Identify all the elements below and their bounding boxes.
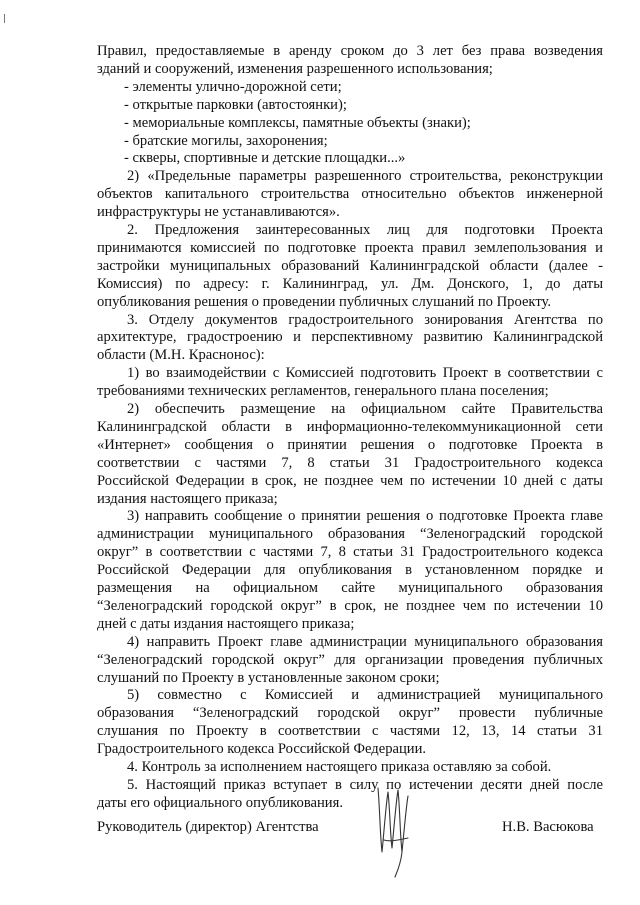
text-line: опубликования решения о проведении публичных слушаний по Проекту. [97,293,551,310]
text-line: Комиссия) по адресу: г. Калининград, ул. Дм. Донского, 1, до даты [97,275,603,292]
list-item: - элементы улично-дорожной сети; [124,78,342,95]
list-item: - открытые парковки (автостоянки); [124,96,347,113]
text-line: 1) во взаимодействии с Комиссией подготовить Проект в соответствии с [127,365,603,382]
text-line: образования “Зеленоградский городской округ” провести публичные [97,705,603,722]
text-line: округ” в соответствии с частями 7, 8 статьи 31 Градостроительного кодекса [97,544,603,561]
text-line: Российской Федерации в срок, не позднее чем по истечении 10 дней с даты [97,472,603,489]
text-line: Градостроительного кодекса Российской Федерации. [97,741,427,758]
scan-mark [4,14,5,23]
text-line: застройки муниципальных образований Калининградской области (далее - [97,257,603,274]
text-line: 2) «Предельные параметры разрешенного строительства, реконструкции [127,168,603,185]
signature-position: Руководитель (директор) Агентства [97,819,319,835]
text-line: дней с даты издания настоящего приказа; [97,615,355,632]
text-line: 5. Настоящий приказ вступает в силу по истечении десяти дней после [127,776,603,793]
text-line: соответствии с частями 7, 8 статьи 31 Градостроительного кодекса [97,454,603,471]
text-line: 2) обеспечить размещение на официальном сайте Правительства [127,401,603,417]
list-item: - братские могилы, захоронения; [124,132,328,149]
text-line: 2. Предложения заинтересованных лиц для подготовки Проекта [127,222,603,238]
text-line: Правил, предоставляемые в аренду сроком до 3 лет без права возведения [97,43,603,59]
text-line: 4) направить Проект главе администрации муниципального образования [127,633,603,650]
text-line: 3. Отделу документов градостроительного зонирования Агентства по [127,311,603,328]
text-line: “Зеленоградский городской округ” в срок, не позднее чем по истечении 10 [97,597,603,614]
text-line: объектов капитального строительства относительно объектов инженерной [97,186,603,203]
text-line: “Зеленоградский городской округ” для организации проведения публичных [97,651,603,668]
text-line: 4. Контроль за исполнением настоящего приказа оставляю за собой. [127,759,552,775]
text-line: архитектуре, градостроению и перспективному развитию Калининградской [97,329,603,346]
signatory-name: Н.В. Васюкова [502,819,594,835]
text-line: издания настоящего приказа; [97,490,278,507]
text-line: администрации муниципального образования “Зеленоградский городской [97,526,603,543]
text-line: размещения на официальном сайте муниципального образования [97,580,603,596]
list-item: - мемориальные комплексы, памятные объекты (знаки); [124,114,471,131]
text-line: Российской Федерации для опубликования в установленном порядке и [97,562,603,579]
text-line: инфраструктуры не устанавливаются». [97,204,340,221]
text-line: зданий и сооружений, изменения разрешенного использования; [97,60,493,77]
handwritten-signature [368,782,420,880]
text-line: «Интернет» сообщения о принятии решения о подготовке Проекта в [97,436,603,453]
text-line: требованиями технических регламентов, генерального плана поселения; [97,383,549,400]
text-line: принимаются комиссией по подготовке проекта правил землепользования и [97,239,603,256]
list-item: - скверы, спортивные и детские площадки...» [124,150,406,167]
text-line: Калининградской области в информационно-телекоммуникационной сети [97,418,603,435]
text-line: 5) совместно с Комиссией и администрацией муниципального [127,687,603,704]
text-line: слушаний по Проекту в установленные законом сроки; [97,669,440,686]
text-line: слушания по Проекту в соответствии с частями 12, 13, 14 статьи 31 [97,723,603,740]
text-line: области (М.Н. Краснонос): [97,347,265,364]
text-line: даты его официального опубликования. [97,794,343,811]
text-line: 3) направить сообщение о принятии решения о подготовке Проекта главе [127,508,603,525]
